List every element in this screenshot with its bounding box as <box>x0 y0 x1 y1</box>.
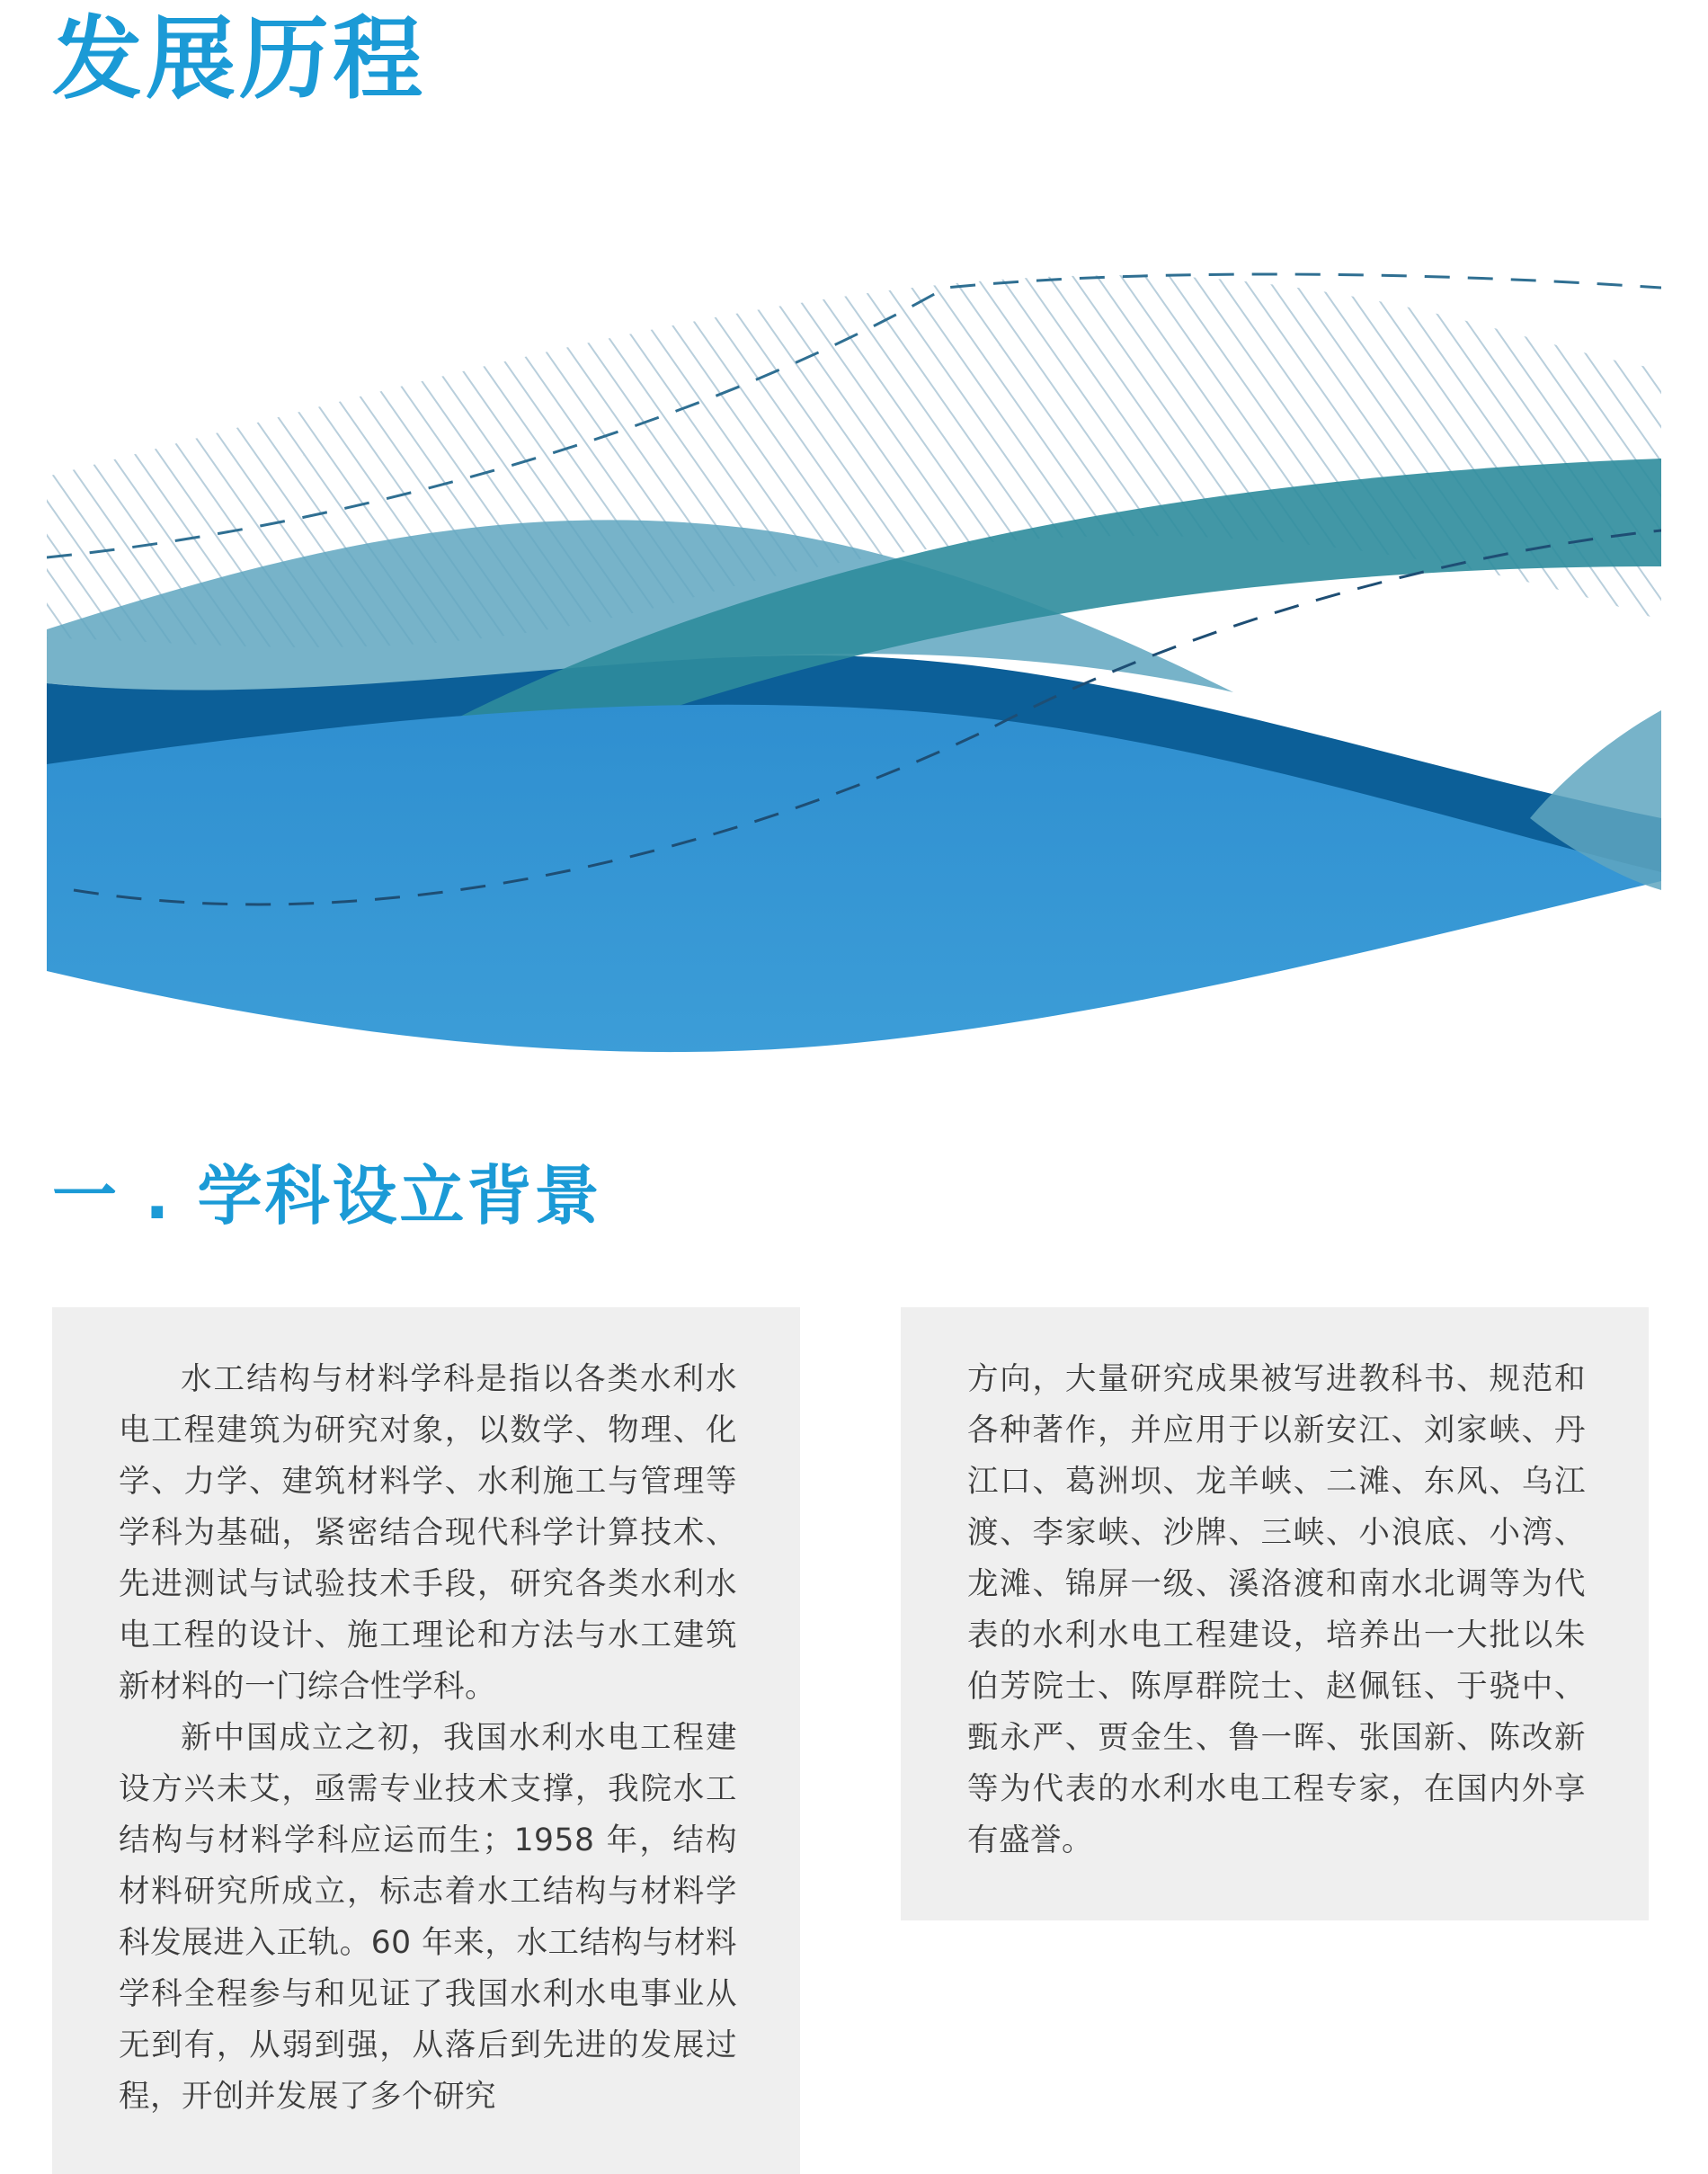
wave-banner-illustration <box>47 261 1661 1079</box>
paragraph: 新中国成立之初，我国水利水电工程建设方兴未艾，亟需专业技术支撑，我院水工结构与材料学科应运而生；1958 年，结构材料研究所成立，标志着水工结构与材料学科发展进入正轨。60 年来，水工结构与材料学科全程参与和见证了我国水利水电事业从无到有，从弱到强，从落后到先进的发展过程，开创并发展了多个研究 <box>119 1720 737 2115</box>
section-title: 一 . 学科设立背景 <box>52 1158 602 1234</box>
page-title: 发展历程 <box>52 6 426 111</box>
text-panel-right <box>901 1307 1649 1920</box>
paragraph: 方向，大量研究成果被写进教科书、规范和各种著作，并应用于以新安江、刘家峡、丹江口、葛洲坝、龙羊峡、二滩、东风、乌江渡、李家峡、沙牌、三峡、小浪底、小湾、龙滩、锦屏一级、溪洛渡和南水北调等为代表的水利水电工程建设，培养出一大批以朱伯芳院士、陈厚群院士、赵佩钰、于骁中、甄永严、贾金生、鲁一晖、张国新、陈改新等为代表的水利水电工程专家，在国内外享有盛誉。 <box>967 1361 1586 1858</box>
text-panel-left <box>52 1307 800 2174</box>
paragraph: 水工结构与材料学科是指以各类水利水电工程建筑为研究对象，以数学、物理、化学、力学、建筑材料学、水利施工与管理等学科为基础，紧密结合现代科学计算技术、先进测试与试验技术手段，研究各类水利水电工程的设计、施工理论和方法与水工建筑新材料的一门综合性学科。 <box>119 1361 737 1705</box>
